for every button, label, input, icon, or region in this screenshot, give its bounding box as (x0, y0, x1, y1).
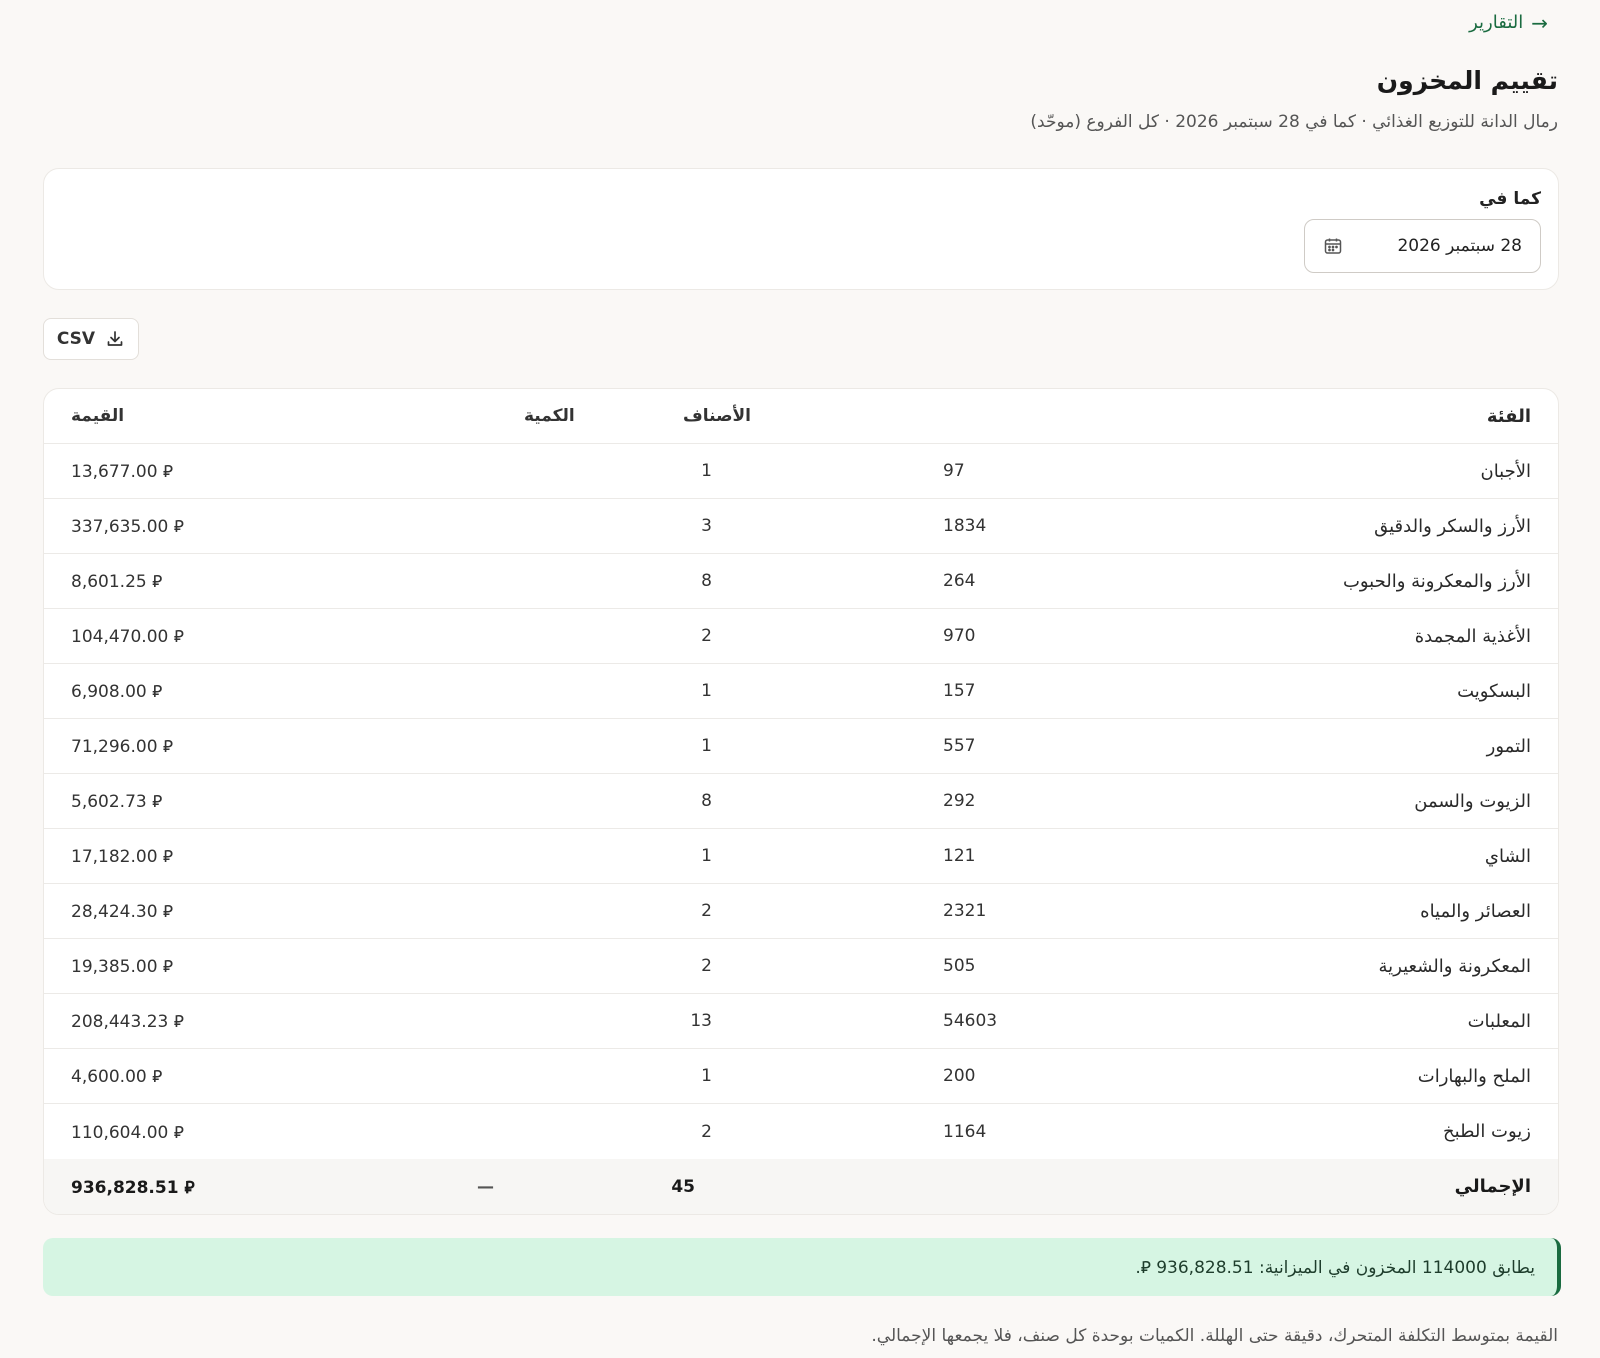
row-quantity: 970 (943, 626, 976, 646)
row-items: 1 (701, 1066, 712, 1086)
row-category: الشاي (1484, 845, 1531, 867)
as-of-label: كما في (1479, 189, 1541, 209)
row-quantity: 121 (943, 846, 976, 866)
row-value: 17,182.00 ⃁ (71, 847, 174, 867)
row-items: 2 (701, 956, 712, 976)
row-items: 1 (701, 681, 712, 701)
table-row (44, 609, 1558, 664)
row-value: 28,424.30 ⃁ (71, 902, 174, 922)
table-header-row (44, 389, 1558, 444)
row-category: المعلبات (1467, 1010, 1531, 1032)
table-row (44, 554, 1558, 609)
row-quantity: 292 (943, 791, 976, 811)
back-link-label: التقارير (1469, 12, 1524, 33)
row-value: 104,470.00 ⃁ (71, 627, 184, 647)
valuation-table (43, 388, 1559, 1215)
total-quantity: — (477, 1176, 494, 1197)
export-csv-button[interactable] (43, 318, 139, 360)
row-quantity: 54603 (943, 1011, 998, 1031)
back-link-reports[interactable] (1469, 12, 1548, 33)
notice-text: يطابق 114000 المخزون في الميزانية: 936,828.51 ⃁. (1135, 1258, 1535, 1278)
row-items: 2 (701, 1121, 712, 1142)
row-category: العصائر والمياه (1420, 900, 1531, 922)
header-items: الأصناف (683, 406, 751, 426)
row-category: الزيوت والسمن (1414, 790, 1531, 812)
calendar-icon[interactable] (1323, 236, 1343, 256)
valuation-footnote: القيمة بمتوسط التكلفة المتحرك، دقيقة حتى الهللة. الكميات بوحدة كل صنف، فلا يجمعها الإجمالي. (871, 1326, 1558, 1346)
row-quantity: 505 (943, 956, 976, 976)
table-row (44, 499, 1558, 554)
row-category: الملح والبهارات (1417, 1065, 1531, 1087)
row-quantity: 157 (943, 681, 976, 701)
table-row (44, 1104, 1558, 1159)
table-row (44, 774, 1558, 829)
row-value: 5,602.73 ⃁ (71, 792, 163, 812)
row-value: 110,604.00 ⃁ (71, 1122, 184, 1143)
row-category: التمور (1486, 735, 1531, 757)
row-quantity: 2321 (943, 901, 987, 921)
row-items: 8 (701, 791, 712, 811)
row-quantity: 557 (943, 736, 976, 756)
row-items: 1 (701, 461, 712, 481)
table-row (44, 884, 1558, 939)
row-category: الأجبان (1480, 460, 1531, 482)
row-quantity: 97 (943, 461, 965, 481)
row-quantity: 1834 (943, 516, 987, 536)
row-category: الأرز والسكر والدقيق (1374, 515, 1531, 537)
row-category: البسكويت (1457, 680, 1531, 702)
row-items: 1 (701, 846, 712, 866)
filter-card (43, 168, 1559, 290)
table-row (44, 664, 1558, 719)
row-value: 337,635.00 ⃁ (71, 517, 184, 537)
row-category: الأغذية المجمدة (1414, 625, 1531, 647)
total-value: 936,828.51 ⃁ (71, 1177, 195, 1198)
row-value: 19,385.00 ⃁ (71, 957, 174, 977)
date-value: 28 سبتمبر 2026 (1397, 236, 1522, 256)
row-items: 2 (701, 626, 712, 646)
table-row (44, 829, 1558, 884)
table-row (44, 1049, 1558, 1104)
row-value: 71,296.00 ⃁ (71, 737, 174, 757)
row-quantity: 264 (943, 571, 976, 591)
page-subtitle: رمال الدانة للتوزيع الغذائي · كما في 28 سبتمبر 2026 · كل الفروع (موحّد) (1030, 112, 1558, 132)
row-quantity: 200 (943, 1066, 976, 1086)
download-icon (105, 329, 125, 349)
row-value: 13,677.00 ⃁ (71, 462, 174, 482)
header-value: القيمة (71, 406, 125, 426)
header-quantity: الكمية (524, 406, 575, 426)
table-row (44, 994, 1558, 1049)
row-category: الأرز والمعكرونة والحبوب (1342, 570, 1531, 592)
row-category: زيوت الطبخ (1443, 1121, 1531, 1142)
row-quantity: 1164 (943, 1121, 987, 1142)
csv-label: CSV (56, 329, 96, 349)
header-category: الفئة (1486, 405, 1531, 427)
total-items: 45 (671, 1176, 695, 1197)
table-row (44, 719, 1558, 774)
row-items: 2 (701, 901, 712, 921)
as-of-date-input[interactable] (1304, 219, 1541, 273)
balance-sheet-match-notice (43, 1238, 1561, 1296)
row-value: 6,908.00 ⃁ (71, 682, 163, 702)
row-items: 8 (701, 571, 712, 591)
page-title: تقييم المخزون (1376, 66, 1558, 95)
row-category: المعكرونة والشعيرية (1378, 955, 1531, 977)
row-items: 13 (690, 1011, 712, 1031)
row-value: 4,600.00 ⃁ (71, 1067, 163, 1087)
row-items: 1 (701, 736, 712, 756)
table-row (44, 444, 1558, 499)
arrow-right-icon: → (1531, 10, 1548, 35)
row-value: 208,443.23 ⃁ (71, 1012, 184, 1032)
table-total-row (44, 1159, 1558, 1214)
table-row (44, 939, 1558, 994)
row-items: 3 (701, 516, 712, 536)
total-label: الإجمالي (1454, 1176, 1531, 1197)
row-value: 8,601.25 ⃁ (71, 572, 163, 592)
